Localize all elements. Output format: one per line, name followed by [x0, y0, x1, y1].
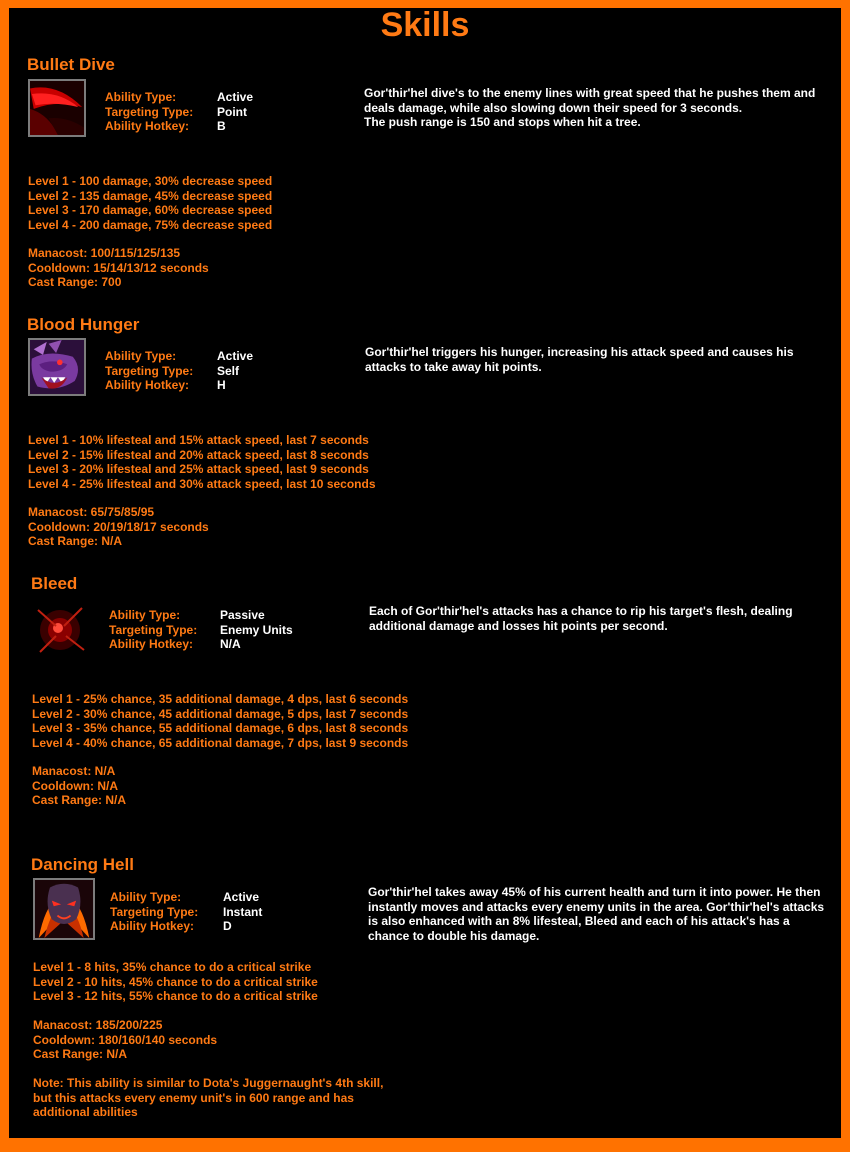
- ability-type-label: Ability Type:: [110, 890, 182, 904]
- cast-range: Cast Range: N/A: [33, 1047, 128, 1061]
- ability-type-value: Active: [217, 349, 254, 363]
- level-line: Level 1 - 25% chance, 35 additional damage, 4 dps, last 6 seconds: [32, 692, 409, 706]
- level-line: Level 3 - 12 hits, 55% chance to do a critical strike: [33, 989, 318, 1003]
- ability-hotkey-value: H: [217, 378, 226, 392]
- cast-range: Cast Range: N/A: [28, 534, 123, 548]
- targeting-type-value: Enemy Units: [220, 622, 293, 637]
- level-line: Level 2 - 10 hits, 45% chance to do a critical strike: [33, 974, 318, 989]
- cooldown: Cooldown: 20/19/18/17 seconds: [28, 519, 209, 534]
- level-line: Level 2 - 30% chance, 45 additional damage, 5 dps, last 7 seconds: [32, 706, 409, 721]
- skill-description: Gor'thir'hel takes away 45% of his current health and turn it into power. He then instantly moves and attacks every enemy units in the area. Gor'thir'hel's attacks is also enhanced with an 8% lifesteal, Bleed and each of his attack's has a chance to double his damage.: [368, 885, 825, 943]
- skill-title-bullet-dive: Bullet Dive: [27, 55, 115, 74]
- skill-title-bleed: Bleed: [31, 574, 78, 593]
- targeting-type-label: Targeting Type:: [109, 622, 198, 637]
- ability-type-label: Ability Type:: [105, 349, 177, 363]
- ability-type-label: Ability Type:: [109, 608, 181, 622]
- ability-hotkey-value: B: [217, 119, 226, 133]
- level-line: Level 3 - 35% chance, 55 additional damage, 6 dps, last 8 seconds: [32, 721, 409, 735]
- skill-description: Gor'thir'hel triggers his hunger, increasing his attack speed and causes his attacks to take away hit points.: [365, 345, 794, 374]
- targeting-type-value: Point: [217, 104, 247, 119]
- skill-note: Note: This ability is similar to Dota's Juggernaught's 4th skill, but this attacks every enemy unit's in 600 range and has additional abilities: [33, 1076, 384, 1119]
- ability-hotkey-label: Ability Hotkey:: [105, 119, 190, 133]
- ability-hotkey-label: Ability Hotkey:: [110, 919, 195, 933]
- manacost: Manacost: 100/115/125/135: [28, 246, 181, 260]
- ability-hotkey-value: D: [223, 919, 232, 933]
- skill-title-blood-hunger: Blood Hunger: [27, 315, 140, 334]
- cooldown: Cooldown: 15/14/13/12 seconds: [28, 260, 209, 275]
- targeting-type-value: Instant: [223, 904, 263, 919]
- level-line: Level 2 - 135 damage, 45% decrease speed: [28, 188, 273, 203]
- manacost: Manacost: N/A: [32, 764, 116, 778]
- ability-hotkey-label: Ability Hotkey:: [109, 637, 194, 651]
- manacost: Manacost: 65/75/85/95: [28, 505, 155, 519]
- level-line: Level 4 - 25% lifesteal and 30% attack speed, last 10 seconds: [28, 476, 376, 491]
- ability-type-value: Passive: [220, 608, 265, 622]
- manacost: Manacost: 185/200/225: [33, 1018, 163, 1032]
- cooldown: Cooldown: N/A: [32, 778, 118, 793]
- ability-type-label: Ability Type:: [105, 90, 177, 104]
- ability-type-value: Active: [223, 890, 260, 904]
- level-line: Level 1 - 10% lifesteal and 15% attack speed, last 7 seconds: [28, 433, 369, 447]
- skill-description: Gor'thir'hel dive's to the enemy lines with great speed that he pushes them and deals damage, while also slowing down their speed for 3 seconds. The push range is 150 and stops when hit a tree.: [364, 86, 816, 129]
- level-line: Level 3 - 20% lifesteal and 25% attack speed, last 9 seconds: [28, 462, 369, 476]
- cast-range: Cast Range: 700: [28, 275, 122, 289]
- page-title: Skills: [380, 6, 470, 44]
- blood-orb-icon: [32, 600, 90, 658]
- purple-beast-icon: [28, 338, 86, 396]
- cast-range: Cast Range: N/A: [32, 793, 127, 807]
- ability-type-value: Active: [217, 90, 254, 104]
- targeting-type-label: Targeting Type:: [105, 104, 194, 119]
- skill-title-dancing-hell: Dancing Hell: [31, 855, 134, 874]
- skill-description: Each of Gor'thir'hel's attacks has a chance to rip his target's flesh, dealing additional damage and losses hit points per second.: [369, 604, 793, 633]
- red-streak-icon: [28, 79, 86, 137]
- targeting-type-label: Targeting Type:: [105, 363, 194, 378]
- targeting-type-label: Targeting Type:: [110, 904, 199, 919]
- level-line: Level 1 - 100 damage, 30% decrease speed: [28, 174, 273, 188]
- level-line: Level 2 - 15% lifesteal and 20% attack speed, last 8 seconds: [28, 447, 369, 462]
- level-line: Level 3 - 170 damage, 60% decrease speed: [28, 203, 273, 217]
- level-line: Level 4 - 40% chance, 65 additional damage, 7 dps, last 9 seconds: [32, 735, 409, 750]
- level-line: Level 1 - 8 hits, 35% chance to do a critical strike: [33, 960, 312, 974]
- targeting-type-value: Self: [217, 363, 240, 378]
- demon-face-icon: [33, 878, 95, 940]
- cooldown: Cooldown: 180/160/140 seconds: [33, 1032, 218, 1047]
- level-line: Level 4 - 200 damage, 75% decrease speed: [28, 217, 273, 232]
- ability-hotkey-label: Ability Hotkey:: [105, 378, 190, 392]
- ability-hotkey-value: N/A: [220, 637, 241, 651]
